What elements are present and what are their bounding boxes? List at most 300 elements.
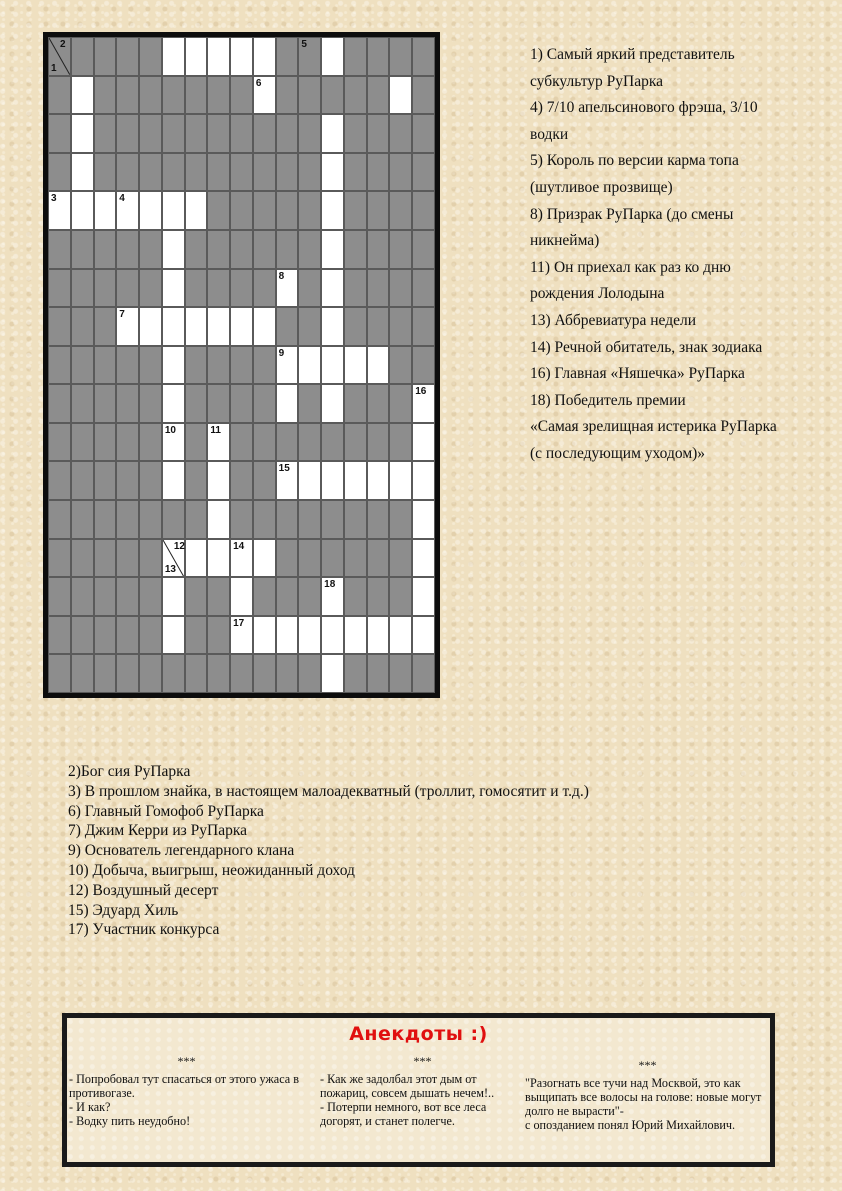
crossword-cell-open[interactable] (162, 384, 185, 423)
crossword-cell-blocked (116, 616, 139, 655)
crossword-cell-open[interactable] (230, 539, 253, 578)
crossword-cell-blocked (276, 191, 299, 230)
clue-line: 13) Аббревиатура недели (530, 311, 697, 329)
crossword-cell-open[interactable] (162, 269, 185, 308)
crossword-cell-blocked (48, 307, 71, 346)
crossword-cell-open[interactable] (298, 616, 321, 655)
joke-stars: *** (638, 1058, 657, 1072)
crossword-cell-open[interactable] (389, 616, 412, 655)
clue-number: 9 (278, 347, 285, 359)
crossword-grid (43, 32, 440, 698)
joke-stars: *** (177, 1054, 196, 1068)
crossword-cell-open[interactable] (344, 616, 367, 655)
crossword-cell-open[interactable] (276, 269, 299, 308)
clue-number: 15 (278, 463, 290, 475)
crossword-cell-blocked (139, 153, 162, 192)
crossword-cell-blocked (116, 500, 139, 539)
crossword-cell-blocked (389, 230, 412, 269)
crossword-cell-open[interactable] (321, 37, 344, 76)
crossword-cell-blocked (116, 654, 139, 693)
crossword-cell-open[interactable] (412, 461, 435, 500)
crossword-cell-blocked (71, 230, 94, 269)
crossword-cell-blocked (230, 269, 253, 308)
crossword-cell-blocked (344, 307, 367, 346)
crossword-cell-blocked (185, 76, 208, 115)
crossword-cell-open[interactable] (367, 616, 390, 655)
crossword-cell-blocked (185, 423, 208, 462)
crossword-cell-blocked (344, 269, 367, 308)
crossword-cell-blocked (389, 577, 412, 616)
clue-number: 3 (51, 193, 57, 205)
crossword-cell-open[interactable] (412, 500, 435, 539)
crossword-cell-open[interactable] (207, 461, 230, 500)
clue-line: «Самая зрелищная истерика РуПарка (530, 418, 777, 436)
crossword-cell-blocked (412, 654, 435, 693)
crossword-cell-blocked (367, 153, 390, 192)
crossword-cell-blocked (207, 191, 230, 230)
crossword-cell-blocked (139, 539, 162, 578)
crossword-cell-open[interactable] (412, 423, 435, 462)
crossword-cell-blocked (367, 423, 390, 462)
crossword-cell-blocked (389, 37, 412, 76)
crossword-cell-open[interactable] (321, 654, 344, 693)
crossword-cell-blocked (139, 577, 162, 616)
crossword-cell-blocked (367, 577, 390, 616)
crossword-cell-blocked (367, 76, 390, 115)
crossword-cell-blocked (253, 500, 276, 539)
crossword-cell-blocked (389, 114, 412, 153)
crossword-cell-blocked (48, 461, 71, 500)
crossword-cell-blocked (185, 384, 208, 423)
clue-line: 14) Речной обитатель, знак зодиака (530, 338, 763, 356)
crossword-cell-blocked (298, 191, 321, 230)
crossword-cell-open[interactable] (48, 191, 71, 230)
crossword-cell-blocked (230, 76, 253, 115)
crossword-cell-blocked (253, 269, 276, 308)
crossword-cell-open[interactable] (185, 307, 208, 346)
crossword-cell-blocked (412, 191, 435, 230)
crossword-cell-open[interactable] (367, 346, 390, 385)
crossword-cell-blocked (276, 153, 299, 192)
crossword-cell-blocked (139, 654, 162, 693)
crossword-cell-blocked (298, 307, 321, 346)
crossword-cell-blocked (298, 37, 321, 76)
crossword-cell-open[interactable] (162, 191, 185, 230)
crossword-cell-blocked (185, 230, 208, 269)
crossword-cell-open[interactable] (207, 539, 230, 578)
crossword-cell-blocked (412, 153, 435, 192)
crossword-cell-open[interactable] (207, 423, 230, 462)
crossword-cell-blocked (48, 384, 71, 423)
crossword-cell-blocked (367, 230, 390, 269)
crossword-cell-blocked (48, 423, 71, 462)
crossword-cell-blocked (94, 616, 117, 655)
clue-line: 11) Он приехал как раз ко дню (530, 258, 731, 276)
clue-line: рождения Лолодына (530, 285, 665, 303)
crossword-cell-blocked (139, 461, 162, 500)
clue-line: (с последующим уходом)» (530, 444, 706, 462)
crossword-cell-blocked (344, 654, 367, 693)
crossword-cell-blocked (344, 76, 367, 115)
joke-stars: *** (413, 1054, 432, 1068)
crossword-cell-blocked (207, 230, 230, 269)
crossword-cell-blocked (389, 654, 412, 693)
crossword-cell-blocked (298, 539, 321, 578)
crossword-cell-open[interactable] (253, 76, 276, 115)
crossword-cell-blocked (94, 307, 117, 346)
crossword-cell-blocked (344, 114, 367, 153)
crossword-cell-blocked (298, 269, 321, 308)
clue-number: 10 (164, 424, 176, 436)
crossword-cell-blocked (48, 230, 71, 269)
crossword-cell-blocked (94, 346, 117, 385)
crossword-cell-open[interactable] (412, 384, 435, 423)
crossword-cell-open[interactable] (71, 191, 94, 230)
clue-number: 6 (255, 77, 262, 89)
crossword-cell-blocked (48, 269, 71, 308)
crossword-cell-open[interactable] (230, 307, 253, 346)
crossword-cell-open[interactable] (276, 461, 299, 500)
crossword-cell-blocked (276, 114, 299, 153)
crossword-cell-blocked (48, 76, 71, 115)
clue-line: 1) Самый яркий представитель (530, 46, 735, 63)
crossword-cell-blocked (344, 37, 367, 76)
crossword-cell-blocked (71, 423, 94, 462)
crossword-cell-blocked (344, 230, 367, 269)
crossword-cell-blocked (48, 153, 71, 192)
crossword-cell-blocked (116, 384, 139, 423)
crossword-cell-blocked (94, 461, 117, 500)
crossword-cell-blocked (139, 346, 162, 385)
crossword-cell-open[interactable] (71, 76, 94, 115)
crossword-cell-blocked (389, 346, 412, 385)
crossword-cell-blocked (344, 539, 367, 578)
crossword-cell-blocked (207, 616, 230, 655)
crossword-cell-blocked (298, 230, 321, 269)
crossword-cell-open[interactable] (162, 307, 185, 346)
crossword-cell-blocked (71, 461, 94, 500)
crossword-cell-blocked (276, 37, 299, 76)
crossword-cell-blocked (94, 76, 117, 115)
clue-line: 16) Главная «Няшечка» РуПарка (530, 365, 745, 383)
clue-line: 2)Бог сия РуПарка (68, 763, 191, 780)
crossword-cell-blocked (230, 500, 253, 539)
crossword-cell-open[interactable] (321, 616, 344, 655)
crossword-cell-open[interactable] (116, 191, 139, 230)
crossword-cell-open[interactable] (389, 461, 412, 500)
crossword-cell-open[interactable] (412, 539, 435, 578)
crossword-cell-blocked (71, 269, 94, 308)
crossword-cell-open[interactable] (139, 191, 162, 230)
crossword-cell-blocked (94, 577, 117, 616)
crossword-cell-blocked (298, 654, 321, 693)
crossword-cell-blocked (139, 500, 162, 539)
crossword-cell-blocked (253, 230, 276, 269)
crossword-cell-blocked (116, 423, 139, 462)
crossword-cell-blocked (207, 384, 230, 423)
joke-line: - Потерпи немного, вот все леса догорят, и станет полегче. (320, 1100, 487, 1128)
crossword-cell-open[interactable] (185, 191, 208, 230)
crossword-cell-open[interactable] (162, 230, 185, 269)
crossword-cell-blocked (94, 114, 117, 153)
crossword-cell-blocked (253, 461, 276, 500)
clue-number: 11 (210, 424, 221, 436)
crossword-cell-blocked (162, 76, 185, 115)
crossword-cell-blocked (207, 114, 230, 153)
clue-number: 13 (164, 564, 176, 576)
crossword-cell-blocked (253, 384, 276, 423)
crossword-cell-blocked (321, 500, 344, 539)
crossword-cell-blocked (48, 654, 71, 693)
crossword-cell-blocked (367, 539, 390, 578)
crossword-cell-blocked (344, 500, 367, 539)
crossword-cell-open[interactable] (253, 539, 276, 578)
crossword-cell-blocked (276, 500, 299, 539)
crossword-cell-blocked (253, 191, 276, 230)
crossword-cell-blocked (116, 461, 139, 500)
crossword-cell-open[interactable] (162, 616, 185, 655)
crossword-cell-blocked (253, 654, 276, 693)
crossword-cell-blocked (344, 577, 367, 616)
joke-line: - Попробовал тут спасаться от этого ужаса в противогазе. (69, 1072, 299, 1100)
crossword-cell-blocked (207, 269, 230, 308)
crossword-cell-blocked (48, 346, 71, 385)
crossword-cell-blocked (71, 654, 94, 693)
crossword-cell-open[interactable] (185, 539, 208, 578)
crossword-cell-blocked (412, 230, 435, 269)
crossword-cell-open[interactable] (389, 76, 412, 115)
clue-line: 18) Победитель премии (530, 391, 686, 409)
crossword-cell-open[interactable] (298, 461, 321, 500)
clue-number: 8 (278, 270, 285, 282)
crossword-cell-blocked (412, 269, 435, 308)
crossword-cell-blocked (389, 500, 412, 539)
crossword-cell-open[interactable] (344, 461, 367, 500)
crossword-cell-blocked (230, 384, 253, 423)
crossword-cell-blocked (367, 191, 390, 230)
crossword-cell-blocked (94, 269, 117, 308)
crossword-cell-blocked (230, 191, 253, 230)
crossword-cell-blocked (94, 230, 117, 269)
crossword-cell-blocked (139, 423, 162, 462)
crossword-cell-open[interactable] (367, 461, 390, 500)
crossword-cell-open[interactable] (298, 346, 321, 385)
crossword-cell-open[interactable] (162, 539, 185, 578)
clue-line: субкультур РуПарка (530, 72, 664, 90)
crossword-cell-blocked (185, 153, 208, 192)
crossword-cell-open[interactable] (412, 616, 435, 655)
crossword-cell-open[interactable] (276, 616, 299, 655)
crossword-cell-blocked (207, 76, 230, 115)
crossword-cell-open[interactable] (139, 307, 162, 346)
crossword-cell-blocked (139, 37, 162, 76)
clue-number: 18 (324, 579, 336, 591)
crossword-cell-open[interactable] (162, 423, 185, 462)
crossword-cell-blocked (321, 76, 344, 115)
crossword-cell-open[interactable] (276, 384, 299, 423)
clue-line: водки (530, 125, 569, 143)
crossword-cell-open[interactable] (321, 307, 344, 346)
crossword-cell-open[interactable] (321, 269, 344, 308)
crossword-cell-open[interactable] (162, 346, 185, 385)
crossword-cell-blocked (116, 577, 139, 616)
split-diagonal (163, 540, 184, 577)
crossword-cell-blocked (71, 616, 94, 655)
crossword-cell-blocked (48, 500, 71, 539)
crossword-cell-blocked (230, 346, 253, 385)
joke-line: - И как? (69, 1100, 111, 1114)
crossword-cell-open[interactable] (321, 384, 344, 423)
crossword-cell-blocked (71, 307, 94, 346)
crossword-cell-blocked (412, 307, 435, 346)
crossword-cell-blocked (94, 384, 117, 423)
split-diagonal (49, 38, 70, 75)
crossword-cell-blocked (253, 577, 276, 616)
clue-number: 4 (119, 193, 125, 205)
crossword-cell-open[interactable] (412, 577, 435, 616)
clue-line: 7) Джим Керри из РуПарка (68, 822, 248, 840)
crossword-cell-blocked (367, 307, 390, 346)
crossword-cell-open[interactable] (321, 114, 344, 153)
crossword-cell-open[interactable] (71, 153, 94, 192)
crossword-cell-open[interactable] (230, 37, 253, 76)
crossword-cell-open[interactable] (321, 577, 344, 616)
crossword-cell-open[interactable] (321, 346, 344, 385)
crossword-cell-blocked (253, 346, 276, 385)
crossword-cell-blocked (71, 37, 94, 76)
crossword-cell-blocked (185, 500, 208, 539)
crossword-cell-open[interactable] (230, 616, 253, 655)
crossword-cell-blocked (71, 384, 94, 423)
crossword-cell-blocked (116, 76, 139, 115)
crossword-cell-blocked (389, 423, 412, 462)
crossword-cell-blocked (389, 191, 412, 230)
crossword-cell-open[interactable] (116, 307, 139, 346)
crossword-cell-blocked (276, 230, 299, 269)
crossword-cell-blocked (412, 37, 435, 76)
crossword-cell-open[interactable] (321, 230, 344, 269)
crossword-cell-open[interactable] (207, 500, 230, 539)
crossword-cell-blocked (298, 384, 321, 423)
crossword-cell-open[interactable] (207, 37, 230, 76)
crossword-cell-blocked (276, 654, 299, 693)
crossword-cell-open[interactable] (162, 461, 185, 500)
crossword-cell-blocked (139, 269, 162, 308)
crossword-cell-open[interactable] (321, 461, 344, 500)
crossword-cell-blocked (344, 423, 367, 462)
crossword-cell-blocked (207, 153, 230, 192)
crossword-cell-blocked (185, 461, 208, 500)
crossword-cell-blocked (230, 230, 253, 269)
crossword-cell-blocked (298, 114, 321, 153)
crossword-cell-open[interactable] (207, 307, 230, 346)
clue-line: 10) Добыча, выигрыш, неожиданный доход (68, 861, 355, 879)
crossword-cell-blocked (298, 500, 321, 539)
crossword-cell-open[interactable] (94, 191, 117, 230)
crossword-cell-blocked (139, 616, 162, 655)
crossword-cell-blocked (389, 307, 412, 346)
crossword-cell-blocked (276, 539, 299, 578)
crossword-cell-blocked (367, 114, 390, 153)
joke-line: - Как же задолбал этот дым от пожариц, совсем дышать нечем!.. (320, 1072, 495, 1100)
crossword-cell-open[interactable] (344, 346, 367, 385)
crossword-cell-blocked (344, 191, 367, 230)
crossword-cell-blocked (94, 153, 117, 192)
crossword-cell-open[interactable] (276, 346, 299, 385)
crossword-cell-open[interactable] (162, 37, 185, 76)
clue-number: 1 (51, 62, 57, 74)
crossword-cell-blocked (162, 654, 185, 693)
clue-line: 6) Главный Гомофоб РуПарка (68, 802, 264, 820)
clue-line: никнейма) (530, 232, 600, 250)
crossword-cell-blocked (116, 114, 139, 153)
crossword-cell-blocked (116, 230, 139, 269)
jokes-box (62, 1013, 775, 1167)
crossword-cell-blocked (71, 346, 94, 385)
crossword-cell-open[interactable] (71, 114, 94, 153)
crossword-cell-blocked (412, 346, 435, 385)
crossword-cell-blocked (230, 423, 253, 462)
clue-number: 17 (233, 617, 245, 629)
crossword-cell-open[interactable] (253, 616, 276, 655)
jokes-title: Анекдоты :) (349, 1023, 488, 1045)
crossword-cell-blocked (94, 423, 117, 462)
clue-number: 2 (60, 39, 66, 50)
crossword-cell-blocked (389, 153, 412, 192)
crossword-cell-blocked (298, 76, 321, 115)
crossword-cell-blocked (94, 539, 117, 578)
crossword-cell-open[interactable] (321, 191, 344, 230)
crossword-cell-blocked (276, 423, 299, 462)
clue-line: 15) Эдуард Хиль (68, 901, 179, 919)
crossword-cell-blocked (389, 384, 412, 423)
crossword-cell-blocked (412, 76, 435, 115)
crossword-cell-blocked (116, 269, 139, 308)
crossword-cell-open[interactable] (253, 307, 276, 346)
crossword-cell-open[interactable] (230, 577, 253, 616)
clue-number: 7 (119, 309, 125, 321)
crossword-cell-blocked (389, 269, 412, 308)
crossword-cell-open[interactable] (162, 577, 185, 616)
crossword-cell-blocked (94, 37, 117, 76)
crossword-cell-blocked (253, 153, 276, 192)
crossword-cell-blocked (139, 76, 162, 115)
clues-right-list (530, 42, 830, 468)
crossword-cell-blocked (185, 654, 208, 693)
crossword-cell-blocked (116, 37, 139, 76)
crossword-cell-blocked (71, 577, 94, 616)
crossword-cell-blocked (48, 577, 71, 616)
clue-line: 17) Участник конкурса (68, 921, 220, 939)
joke-3 (525, 1058, 770, 1132)
clues-bottom-list (68, 762, 768, 940)
crossword-cell-open[interactable] (185, 37, 208, 76)
crossword-cell-open[interactable] (253, 37, 276, 76)
joke-line: "Разогнать все тучи над Москвой, это как выщипать все волосы на голове: новые могут долго не вырасти"- (525, 1076, 762, 1118)
crossword-cell-blocked (298, 577, 321, 616)
crossword-cell-blocked (321, 423, 344, 462)
crossword-cell-blocked (48, 616, 71, 655)
crossword-cell-blocked (389, 539, 412, 578)
crossword-cell-blocked (185, 616, 208, 655)
clue-line: (шутливое прозвище) (530, 178, 673, 196)
crossword-cell-blocked (162, 153, 185, 192)
clue-line: 8) Призрак РуПарка (до смены (530, 205, 734, 223)
crossword-cell-open[interactable] (321, 153, 344, 192)
joke-1 (69, 1054, 304, 1128)
clue-number: 12 (173, 540, 185, 552)
crossword-cell-blocked (207, 577, 230, 616)
